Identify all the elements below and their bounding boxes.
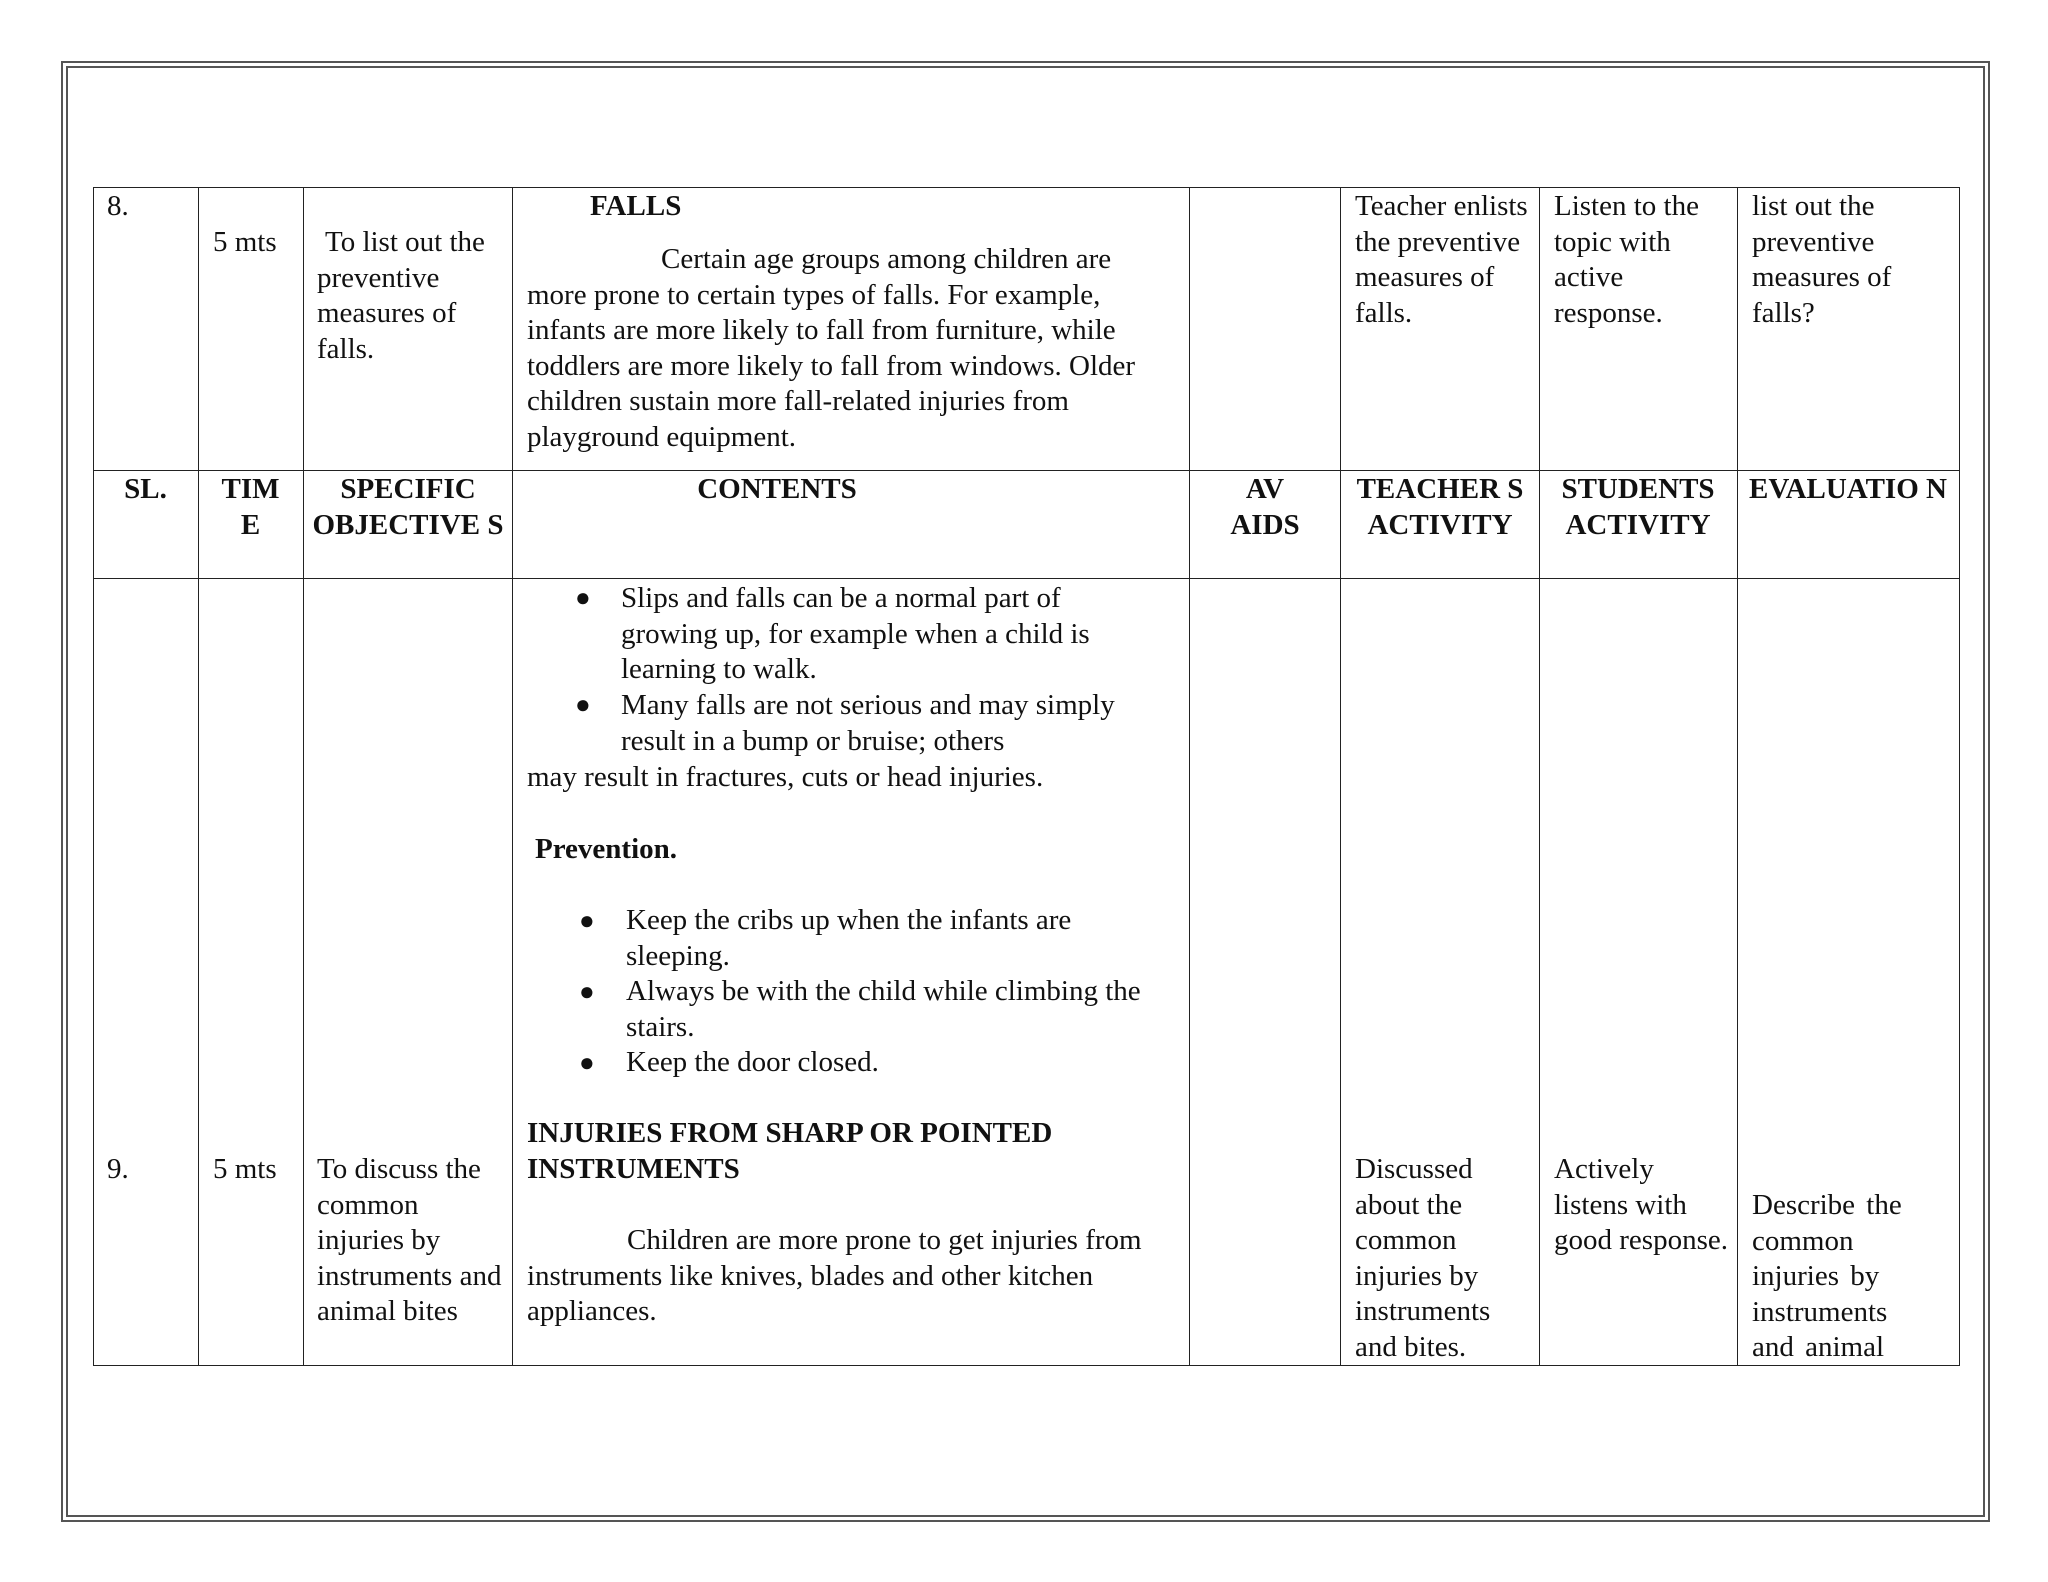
bullet-icon: ● bbox=[575, 690, 591, 719]
bullet-icon: ● bbox=[579, 906, 595, 935]
header-evaluation: EVALUATIO N bbox=[1749, 473, 1947, 505]
table-line bbox=[303, 187, 304, 1366]
header-contents: CONTENTS bbox=[697, 473, 857, 505]
table-line bbox=[1539, 187, 1540, 1366]
table-line bbox=[93, 470, 1960, 471]
header-teachers-activity: TEACHER S ACTIVITY bbox=[1356, 473, 1524, 541]
header-students-activity: STUDENTS ACTIVITY bbox=[1561, 473, 1715, 541]
prevention-title: Prevention. bbox=[535, 833, 678, 865]
row8-teacher-activity: Teacher enlists the preventive measures of falls. bbox=[1355, 190, 1528, 329]
row9-teacher-activity: Discussed about the common injuries by instruments and bites. bbox=[1355, 1153, 1491, 1363]
row9-evaluation: Describe the common injuries by instruments and animal bbox=[1752, 1189, 1902, 1364]
row9-time: 5 mts bbox=[213, 1153, 277, 1185]
content-bullet-many-falls: Many falls are not serious and may simply result in a bump or bruise; others bbox=[621, 689, 1115, 757]
table-line bbox=[93, 187, 94, 1366]
table-line bbox=[512, 187, 513, 1366]
header-sl: SL. bbox=[124, 473, 167, 505]
table-line bbox=[1737, 187, 1738, 1366]
table-line bbox=[93, 1365, 1960, 1366]
row8-sl: 8. bbox=[107, 190, 129, 222]
content-bullet-slips: Slips and falls can be a normal part of growing up, for example when a child is learning to walk. bbox=[621, 582, 1090, 686]
section-title-sharp-instruments: INJURIES FROM SHARP OR POINTED INSTRUMENTS bbox=[527, 1117, 1053, 1185]
row8-evaluation: list out the preventive measures of falls? bbox=[1752, 190, 1892, 329]
bullet-icon: ● bbox=[579, 1048, 595, 1077]
row9-objective: To discuss the common injuries by instruments and animal bites bbox=[317, 1153, 502, 1328]
header-time: TIM E bbox=[221, 473, 280, 541]
bullet-icon: ● bbox=[575, 583, 591, 612]
prevention-bullet-stairs: Always be with the child while climbing the stairs. bbox=[626, 975, 1141, 1043]
table-line bbox=[1959, 187, 1960, 1366]
table-line bbox=[198, 187, 199, 1366]
header-objectives: SPECIFIC OBJECTIVE S bbox=[312, 473, 504, 541]
row9-sl: 9. bbox=[107, 1153, 129, 1185]
table-line bbox=[93, 187, 1960, 188]
row8-content-paragraph: Certain age groups among children are more prone to certain types of falls. For example, infants are more likely to fall from furniture, while toddlers are more likely to fall from windows. Older children sustain more fall-related injuries from playground equipment. bbox=[527, 243, 1136, 453]
row8-students-activity: Listen to the topic with active response. bbox=[1554, 190, 1699, 329]
header-av-aids: AV AIDS bbox=[1230, 473, 1300, 541]
row8-objective: To list out the preventive measures of falls. bbox=[317, 226, 485, 365]
prevention-bullet-door: Keep the door closed. bbox=[626, 1046, 879, 1078]
bullet-icon: ● bbox=[579, 977, 595, 1006]
content-after-bullets: may result in fractures, cuts or head injuries. bbox=[527, 761, 1044, 793]
table-line bbox=[1340, 187, 1341, 1366]
prevention-bullet-cribs: Keep the cribs up when the infants are sleeping. bbox=[626, 904, 1072, 972]
row8-time: 5 mts bbox=[213, 226, 277, 258]
section-paragraph-sharp-instruments: Children are more prone to get injuries from instruments like knives, blades and other kitchen appliances. bbox=[527, 1224, 1142, 1328]
row9-students-activity: Actively listens with good response. bbox=[1554, 1153, 1728, 1257]
row8-content-title: FALLS bbox=[590, 190, 682, 222]
table-line bbox=[1189, 187, 1190, 1366]
table-line bbox=[93, 578, 1960, 579]
